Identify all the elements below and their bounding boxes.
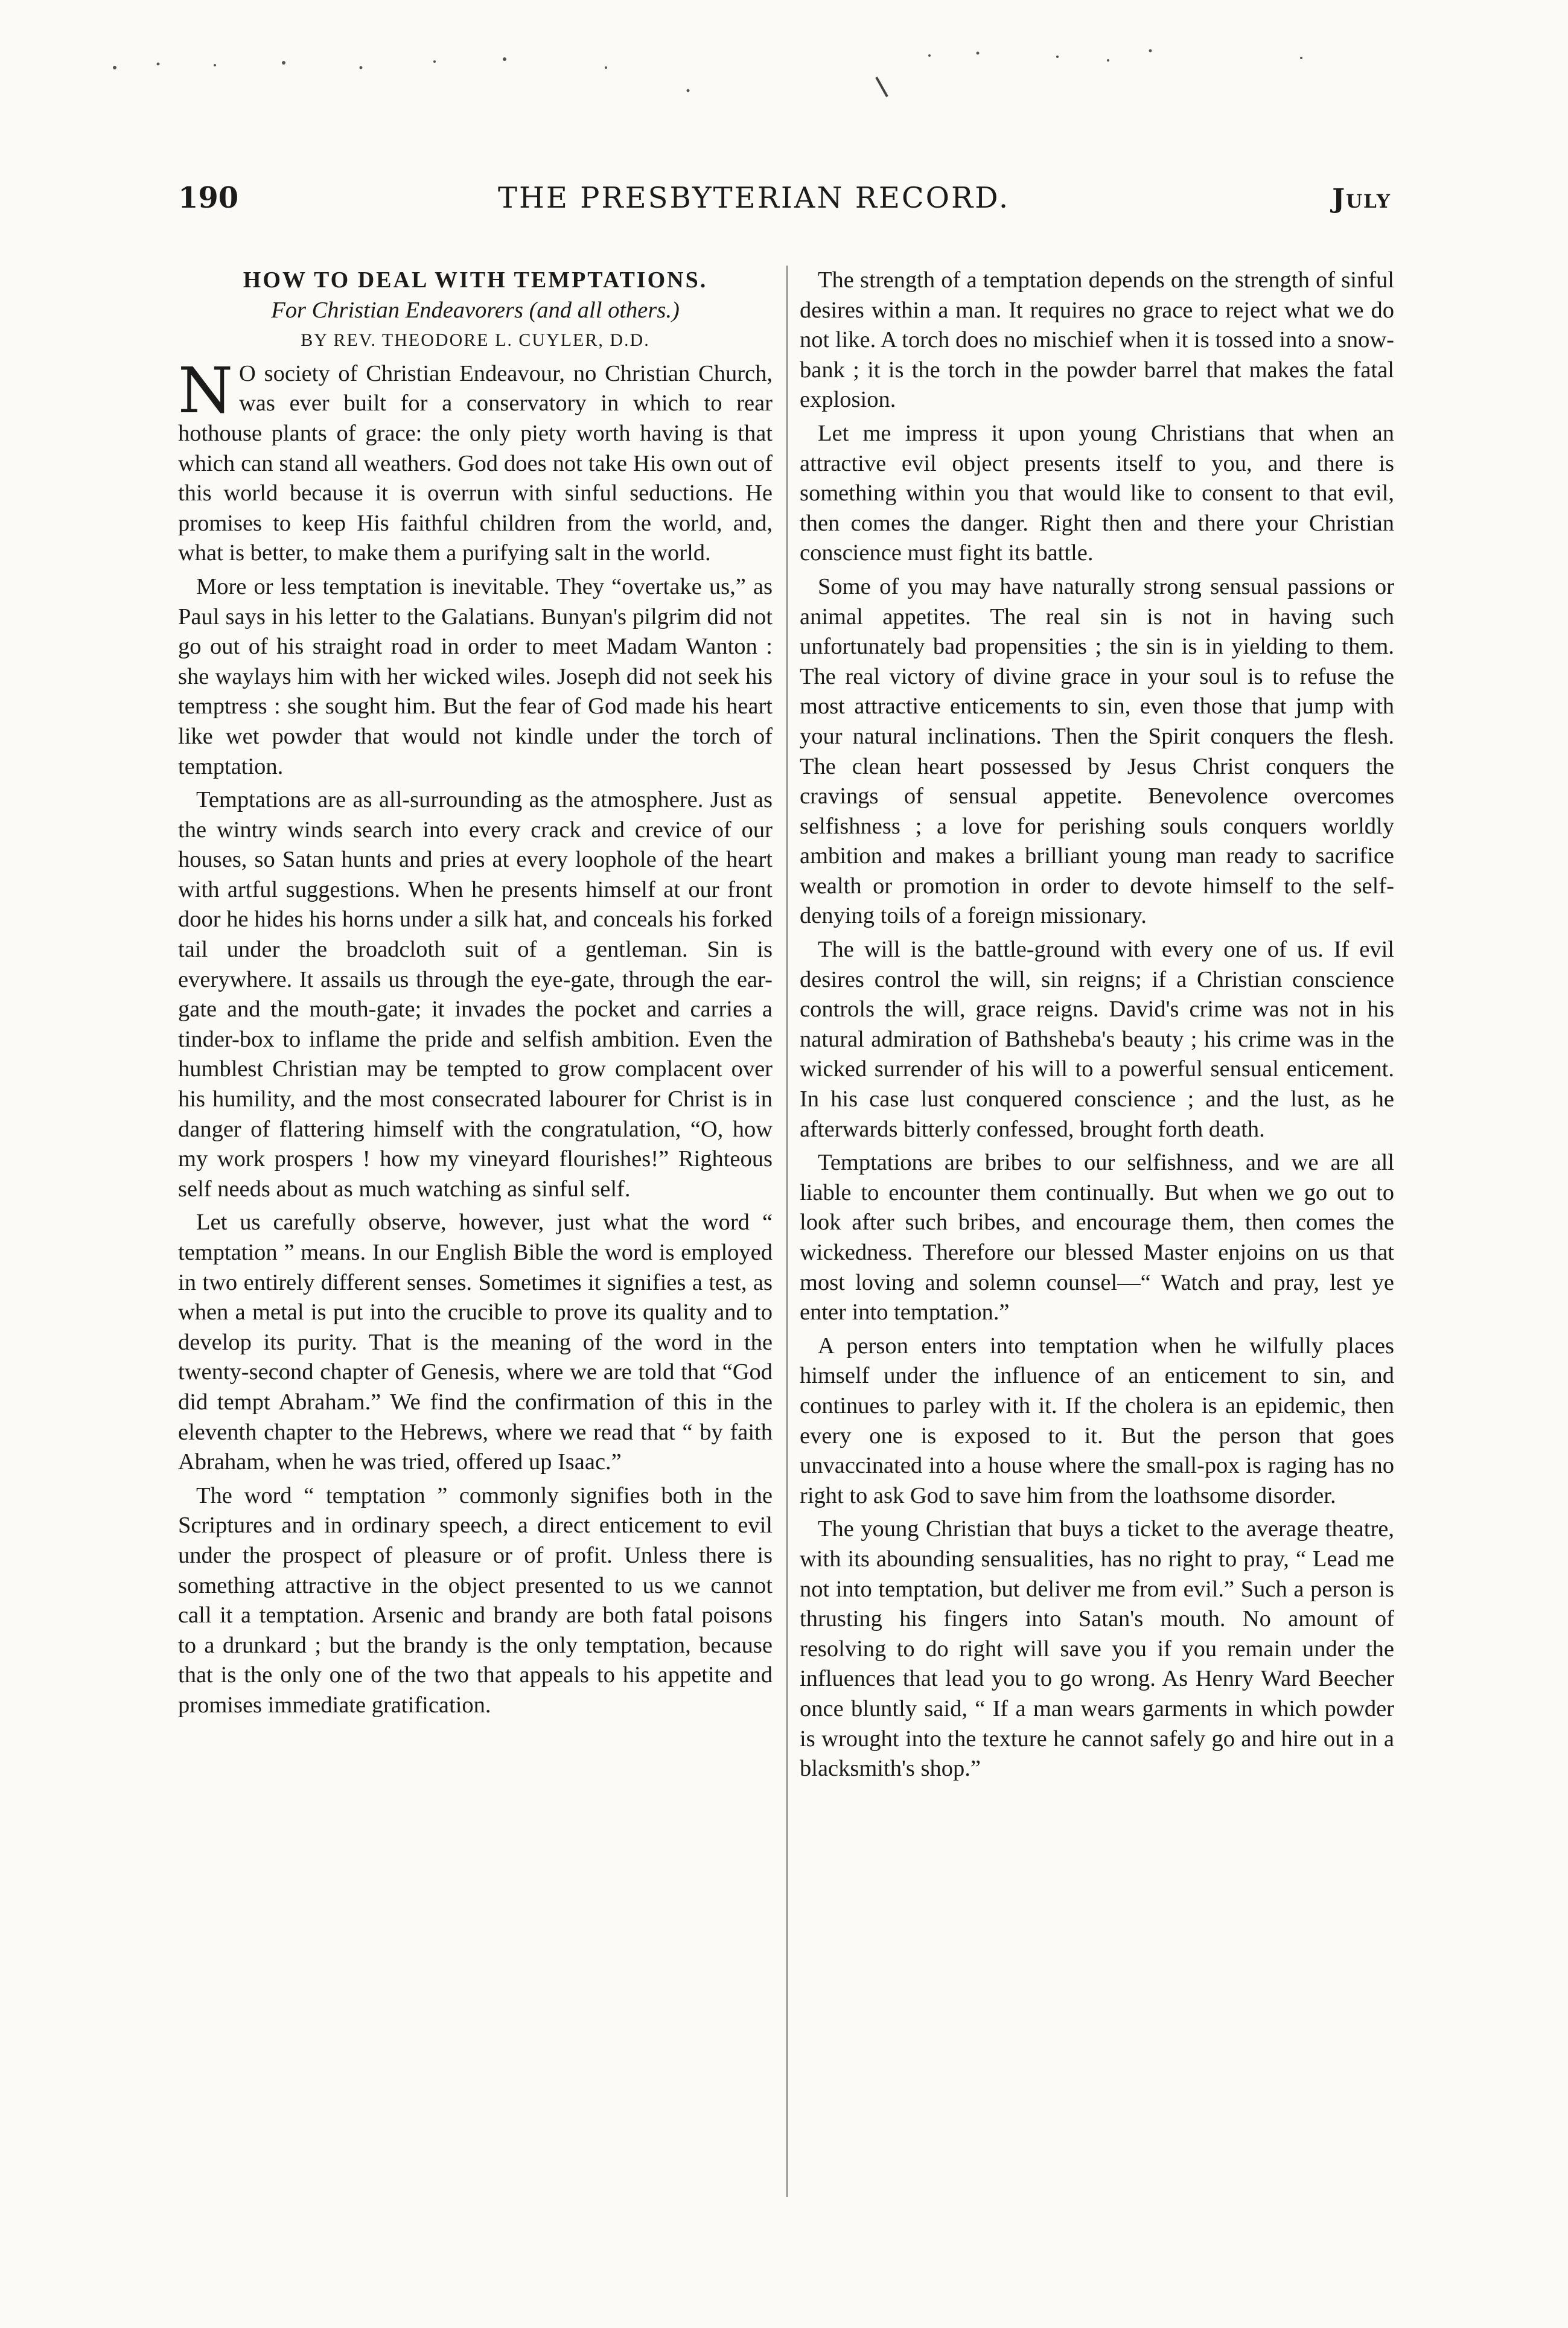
article-title: HOW TO DEAL WITH TEMPTATIONS.	[243, 267, 708, 293]
paragraph-8: Some of you may have naturally strong sensual passions or animal appetites. The real sin is not in having such unfortunately bad propensities ; the sin is in yielding to them. The real victory of divine grace in your soul is to refuse the most attractive enticements to sin, even those that jump with your natural inclinations. Then the Spirit conquers the flesh. The clean heart possessed by Jesus Christ conquers the cravings of sensual appetite. Benevolence overcomes selfishness ; a love for perishing souls conquers worldly ambition and makes a brilliant young man ready to sacrifice wealth or promotion in order to devote himself to the self-denying toils of a foreign missionary.	[800, 573, 1394, 929]
left-column	[178, 266, 773, 1724]
paragraph-9: The will is the battle-ground with every one of us. If evil desires control the will, sin reigns; if a Christian conscience controls the will, grace reigns. David's crime was not in his natural admiration of Bathsheba's beauty ; his crime was in the wicked surrender of his will to a powerful sensual enticement. In his case lust conquered conscience ; and the lust, as he afterwards bitterly confessed, brought forth death.	[800, 937, 1394, 1142]
paragraph-4: Let us carefully observe, however, just what the word “ temptation ” means. In our English Bible the word is employed in two entirely different senses. Sometimes it signifies a test, as when a metal is put into the crucible to prove its quality and to develop its purity. That is the meaning of the word in the twenty-second chapter of Genesis, where we are told that “God did tempt Abraham.” We find the confirmation of this in the eleventh chapter to the Hebrews, where we read that “ by faith Abraham, when he was tried, offered up Isaac.”	[178, 1210, 773, 1475]
running-title: THE PRESBYTERIAN RECORD.	[498, 181, 1010, 215]
paragraph-6: The strength of a temptation depends on the strength of sinful desires within a man. It requires no grace to reject what we do not like. A torch does no mischief when it is tossed into a snow-bank ; it is the torch in the powder barrel that makes the fatal explosion.	[800, 267, 1394, 413]
paragraph-11: A person enters into temptation when he wilfully places himself under the influence of an enticement to sin, and continues to parley with it. If the cholera is an epidemic, then every one is exposed to it. But the person that goes unvaccinated into a house where the small-pox is raging has no right to ask God to save him from the loathsome disorder.	[800, 1333, 1394, 1508]
paragraph-7: Let me impress it upon young Christians that when an attractive evil object presents itself to you, and there is something within you that would like to consent to that evil, then comes the danger. Right then and there your Christian conscience must fight its battle.	[800, 420, 1394, 566]
article-byline: BY REV. THEODORE L. CUYLER, D.D.	[301, 330, 650, 351]
paragraph-12: The young Christian that buys a ticket to the average theatre, with its abounding sensualities, has no right to pray, “ Lead me not into temptation, but deliver me from evil.” Such a person is thrusting his fingers into Satan's mouth. No amount of resolving to do right will save you if you remain under the influences that lead you to go wrong. As Henry Ward Beecher once bluntly said, “ If a man wears garments in which powder is wrought into the texture he cannot safely go and hire out in a blacksmith's shop.”	[800, 1516, 1394, 1782]
drop-cap: N	[178, 353, 233, 427]
paragraph-10: Temptations are bribes to our selfishness, and we are all liable to encounter them continually. But when we go out to look after such bribes, and encourage them, then comes the wickedness. Therefore our blessed Master enjoins on us that most loving and solemn counsel—“ Watch and pray, lest ye enter into temptation.”	[800, 1150, 1394, 1325]
issue-month: July	[1332, 183, 1391, 214]
article-subtitle: For Christian Endeavorers (and all others.)	[271, 297, 680, 323]
right-column	[800, 266, 1394, 1788]
paragraph-1-text: O society of Christian Endeavour, no Christian Church, was ever built for a conservatory in which to rear hothouse plants of grace: the only piety worth having is that which can stand all weathers. God does not take His own out of this world because it is overrun with sinful seductions. He promises to keep His faithful children from the world, and, what is better, to make them a purifying salt in the world.	[178, 360, 773, 566]
column-divider	[786, 266, 788, 2197]
page-number: 190	[178, 181, 239, 215]
print-specks	[0, 0, 1568, 199]
paragraph-1	[178, 353, 773, 569]
running-header	[178, 181, 1391, 223]
paragraph-2: More or less temptation is inevitable. They “overtake us,” as Paul says in his letter to the Galatians. Bunyan's pilgrim did not go out of his straight road in order to meet Madam Wanton : she waylays him with her wicked wiles. Joseph did not seek his temptress : she sought him. But the fear of God made his heart like wet powder that would not kindle under the torch of temptation.	[178, 573, 773, 779]
paragraph-5: The word “ temptation ” commonly signifies both in the Scriptures and in ordinary speech, a direct enticement to evil under the prospect of pleasure or of profit. Unless there is something attractive in the object presented to us we cannot call it a temptation. Arsenic and brandy are both fatal poisons to a drunkard ; but the brandy is the only temptation, because that is the only one of the two that appeals to his appetite and promises immediate gratification.	[178, 1482, 773, 1718]
paragraph-3: Temptations are as all-surrounding as the atmosphere. Just as the wintry winds search into every crack and crevice of our houses, so Satan hunts and pries at every loophole of the heart with artful suggestions. When he presents himself at our front door he hides his horns under a silk hat, and conceals his forked tail under the broadcloth suit of a gentleman. Sin is everywhere. It assails us through the eye-gate, through the ear-gate and the mouth-gate; it invades the pocket and carries a tinder-box to inflame the pride and selfish ambition. Even the humblest Christian may be tempted to grow complacent over his humility, and the most consecrated labourer for Christ is in danger of flattering himself with the congratulation, “O, how my work prospers ! how my vineyard flourishes!” Righteous self needs about as much watching as sinful self.	[178, 787, 773, 1202]
